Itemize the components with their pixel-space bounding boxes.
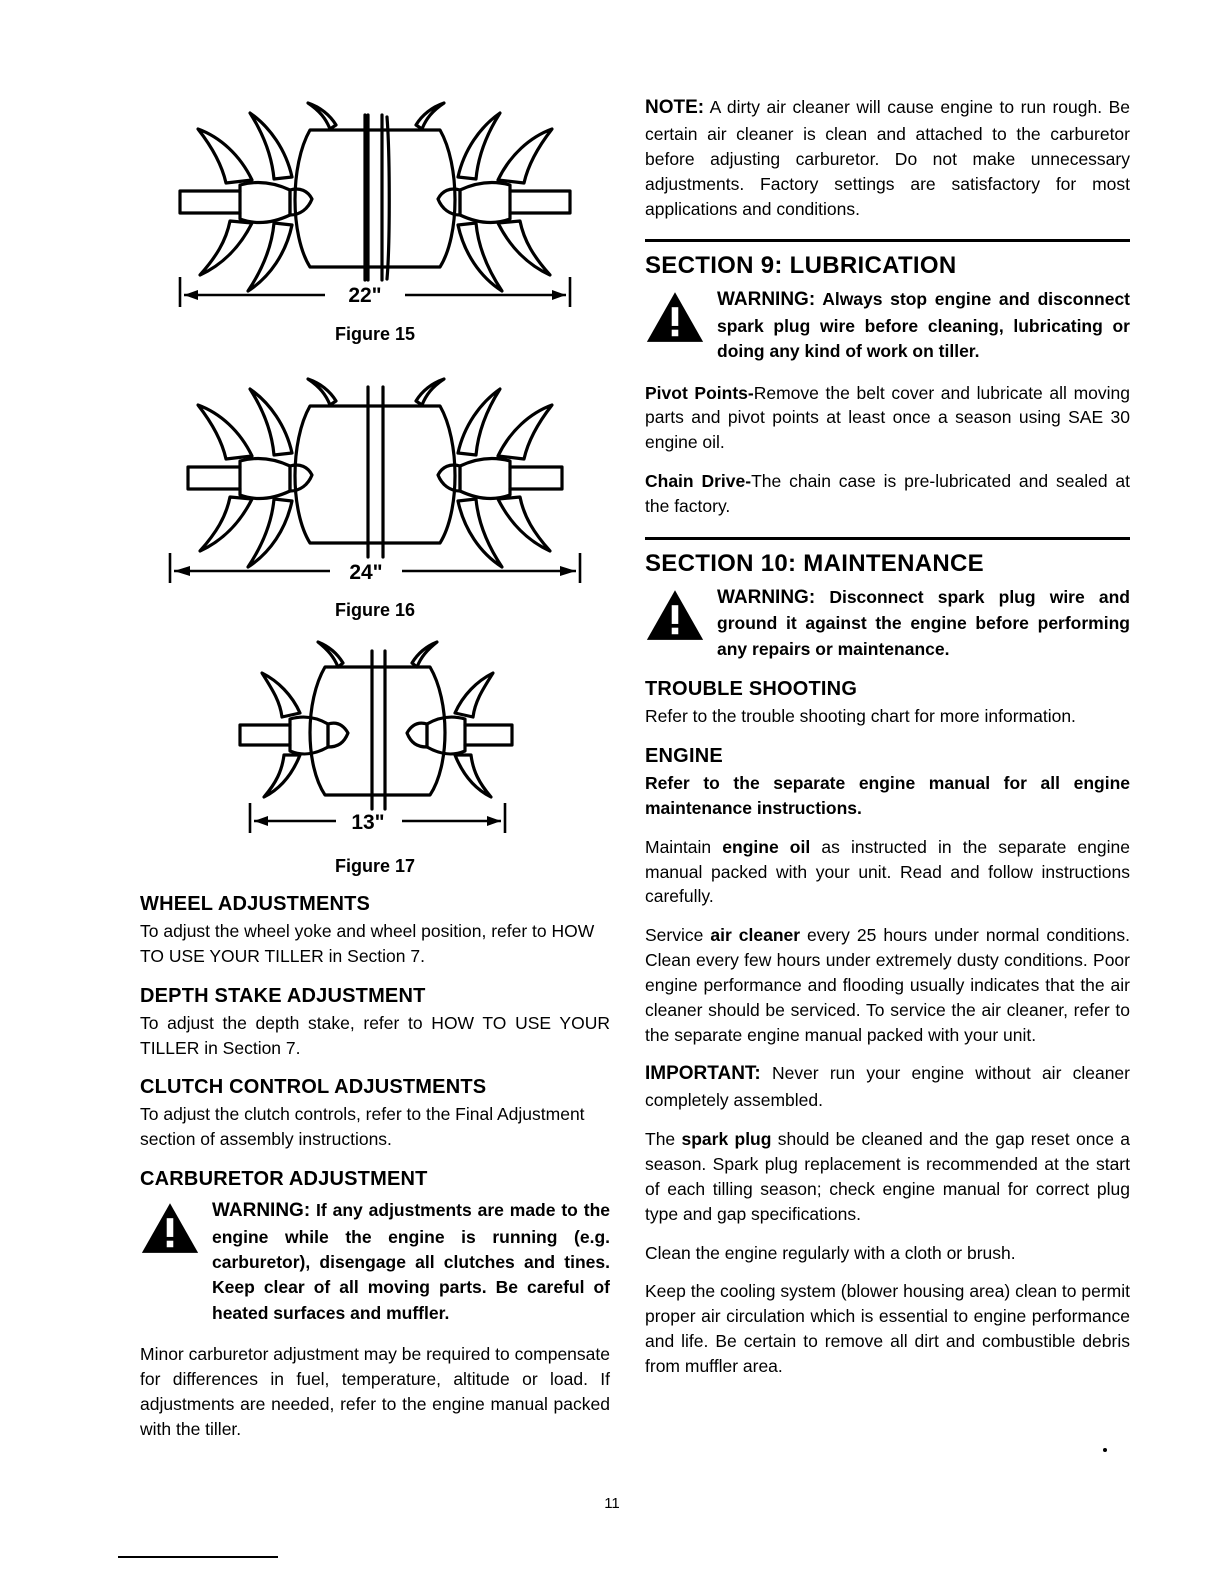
text-cooling-system: Keep the cooling system (blower housing area) clean to permit proper air circulation which is essential to engine performance and life. Be certain to remove all dirt and combustible debris from muffler area. (645, 1281, 1130, 1376)
figure-17-dimension: 13" (351, 811, 385, 834)
warning-triangle-icon (645, 286, 717, 350)
divider-section-10 (645, 537, 1130, 540)
warning-body: Disconnect spark plug wire and ground it against the engine before performing any repairs or maintenance. (717, 586, 1130, 659)
air-cleaner-pre: Service (645, 925, 711, 946)
engine-oil-pre: Maintain (645, 836, 723, 857)
right-column (645, 95, 1130, 1393)
warning-maintenance-text (717, 584, 1130, 662)
heading-depth-stake-adjustment: DEPTH STAKE ADJUSTMENT (140, 984, 426, 1007)
pivot-points-paragraph (645, 381, 1130, 456)
warning-carburetor (140, 1197, 610, 1326)
heading-clutch-control-adjustments: CLUTCH CONTROL ADJUSTMENTS (140, 1076, 487, 1099)
heading-engine: ENGINE (645, 745, 723, 767)
figure-16-caption: Figure 16 (334, 600, 416, 620)
text-important (645, 1061, 1130, 1113)
heading-section-10: SECTION 10: MAINTENANCE (645, 549, 984, 577)
tine-assembly-22in-diagram (140, 95, 610, 315)
note-paragraph (645, 95, 1130, 221)
footer-rule (118, 1556, 278, 1558)
text-depth-stake-adjustment: To adjust the depth stake, refer to HOW TO USE YOUR TILLER in Section 7. (140, 1012, 610, 1058)
heading-section-9: SECTION 9: LUBRICATION (645, 252, 957, 280)
text-spark-plug (645, 1127, 1130, 1226)
note-text: A dirty air cleaner will cause engine to run rough. Be certain air cleaner is clean and attached to the carburetor before adjusting carburetor. Do not make unnecessary adjustments. Factory settings are satisfactory for most applications and conditions. (645, 97, 1130, 219)
text-engine-manual-bold: Refer to the separate engine manual for all engine maintenance instructions. (645, 773, 1130, 818)
air-cleaner-term: air cleaner (710, 925, 801, 946)
chain-drive-term: Chain Drive- (645, 471, 752, 492)
spark-plug-term: spark plug (681, 1129, 772, 1150)
figure-15-caption: Figure 15 (334, 324, 416, 344)
engine-oil-term: engine oil (722, 836, 811, 857)
warning-label: WARNING: (212, 1200, 311, 1222)
text-trouble-shooting: Refer to the trouble shooting chart for more information. (645, 706, 1076, 727)
warning-triangle-icon (140, 1197, 212, 1261)
warning-triangle-icon (645, 584, 717, 648)
figure-17 (140, 637, 610, 877)
tine-assembly-24in-diagram (140, 361, 610, 591)
heading-wheel-adjustments: WHEEL ADJUSTMENTS (140, 893, 371, 915)
chain-drive-text: The chain case is pre-lubricated and sealed at the factory. (645, 471, 1130, 517)
text-clean-engine: Clean the engine regularly with a cloth or brush. (645, 1242, 1016, 1263)
warning-label: WARNING: (717, 289, 816, 311)
important-text: Never run your engine without air cleaner completely assembled. (645, 1063, 1130, 1111)
important-label: IMPORTANT: (645, 1063, 761, 1085)
engine-oil-post: as instructed in the separate engine manual packed with your unit. Read and follow instructions carefully. (645, 836, 1130, 907)
divider-section-9 (645, 239, 1130, 242)
heading-carburetor-adjustment: CARBURETOR ADJUSTMENT (140, 1168, 428, 1191)
figure-16-dimension: 24" (349, 561, 383, 584)
warning-body: Always stop engine and disconnect spark plug wire before cleaning, lubricating or doing any kind of work on tiller. (717, 289, 1130, 362)
pivot-points-text: Remove the belt cover and lubricate all moving parts and pivot points at least once a season using SAE 30 engine oil. (645, 382, 1130, 453)
tine-assembly-13in-diagram (140, 637, 610, 847)
warning-lubrication (645, 286, 1130, 364)
text-engine-oil (645, 835, 1130, 910)
text-air-cleaner (645, 923, 1130, 1047)
air-cleaner-post: every 25 hours under normal conditions. Clean every few hours under extremely dusty conditions. Poor engine performance and flooding usually indicates that the air cleaner should be serviced. To service the air cleaner, refer to the separate engine manual packed with your unit. (645, 925, 1131, 1045)
figure-16 (140, 361, 610, 621)
figure-15 (140, 95, 610, 345)
warning-lubrication-text (717, 286, 1130, 364)
warning-maintenance (645, 584, 1130, 662)
note-label: NOTE: (645, 97, 705, 118)
text-wheel-adjustments: To adjust the wheel yoke and wheel position, refer to HOW TO USE YOUR TILLER in Section 7. (140, 921, 595, 966)
warning-carburetor-text (212, 1197, 610, 1326)
figure-17-caption: Figure 17 (334, 856, 416, 876)
spark-plug-post: should be cleaned and the gap reset once a season. Spark plug replacement is recommended at the start of each tilling season; check engine manual for correct plug type and gap specifications. (645, 1129, 1130, 1224)
chain-drive-paragraph (645, 469, 1130, 519)
stray-mark (1103, 1448, 1107, 1452)
figure-15-dimension: 22" (348, 284, 382, 307)
page-number: 11 (604, 1495, 620, 1512)
left-column (140, 95, 610, 1455)
pivot-points-term: Pivot Points- (645, 382, 754, 403)
heading-trouble-shooting: TROUBLE SHOOTING (645, 678, 858, 701)
warning-body: If any adjustments are made to the engine while the engine is running (e.g. carburetor), disengage all clutches and tines. Keep clear of all moving parts. Be careful of heated surfaces and muffler. (212, 1200, 610, 1323)
text-clutch-control-adjustments: To adjust the clutch controls, refer to the Final Adjustment section of assembly instructions. (140, 1104, 585, 1150)
text-carburetor-adjustment: Minor carburetor adjustment may be required to compensate for differences in fuel, temperature, altitude or load. If adjustments are needed, refer to the engine manual packed with the tiller. (140, 1344, 610, 1439)
warning-label: WARNING: (717, 586, 816, 608)
spark-plug-pre: The (645, 1129, 682, 1150)
